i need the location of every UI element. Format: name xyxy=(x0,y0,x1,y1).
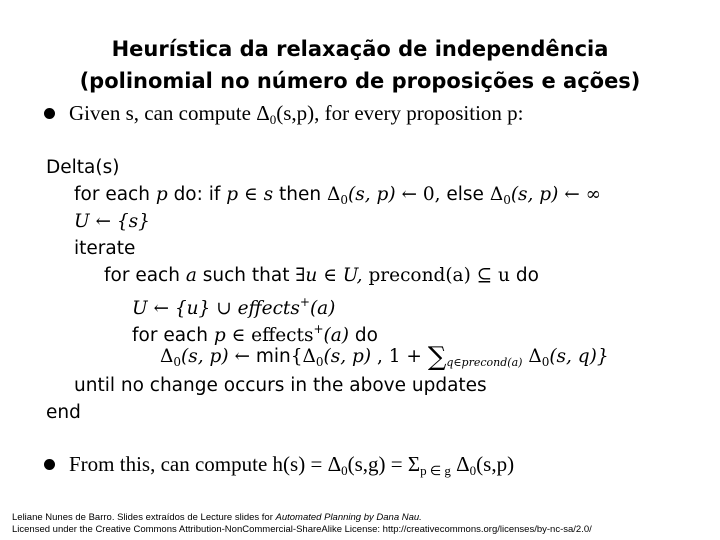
plus-superscript: + xyxy=(299,295,310,309)
algo-until: until no change occurs in the above updates xyxy=(74,375,487,396)
bullet-from-this xyxy=(44,451,514,484)
footer-credit-text: Leliane Nunes de Barro. Slides extraídos de Lecture slides for xyxy=(12,512,276,523)
min-keyword: min xyxy=(255,346,291,367)
delta-symbol: Δ xyxy=(528,346,542,367)
args-sp: (s, p) xyxy=(181,346,229,367)
for-each-keyword: for each xyxy=(104,265,180,286)
precond-subset: precond(a) ⊆ u xyxy=(368,265,510,286)
bullet-given-suffix: (s,p), for every proposition p: xyxy=(276,101,524,125)
min-open-brace: { xyxy=(290,346,303,367)
bullet-given-prefix: Given s, can compute xyxy=(69,101,257,125)
separator-comma: , xyxy=(376,346,383,367)
delta-subscript: 0 xyxy=(503,193,511,207)
for-each-keyword: for each xyxy=(132,325,208,346)
else-keyword: else xyxy=(446,184,484,205)
paren-a: (a) xyxy=(309,298,336,319)
such-that-keyword: such that xyxy=(202,265,290,286)
bullet-from-mid: (s,g) = Σ xyxy=(347,452,421,476)
in-s: ∈ s xyxy=(244,184,274,205)
paren-a: (a) xyxy=(323,325,349,346)
bullet-from-suffix: (s,p) xyxy=(476,452,515,476)
algo-iterate: iterate xyxy=(74,238,136,259)
algo-init-u xyxy=(74,208,150,235)
delta-symbol: Δ xyxy=(456,452,470,476)
then-keyword: then xyxy=(279,184,322,205)
if-keyword: if xyxy=(208,184,221,205)
delta-subscript: 0 xyxy=(469,463,477,478)
delta-symbol: Δ xyxy=(256,101,270,125)
delta-symbol: Δ xyxy=(489,184,504,205)
bullet-dot-icon xyxy=(44,459,55,470)
var-p: p xyxy=(226,184,239,205)
delta-subscript: 0 xyxy=(541,355,550,369)
footer-credit-line1 xyxy=(12,512,422,524)
delta-subscript: 0 xyxy=(315,355,324,369)
sum-symbol: ∑ xyxy=(427,342,447,372)
assign-zero: ← 0, xyxy=(401,184,441,205)
slide-title-line2: (polinomial no número de proposições e ações) xyxy=(79,69,641,93)
one-plus: 1 + xyxy=(388,346,422,367)
footer-credit-italic: Automated Planning by Dana Nau. xyxy=(275,512,422,523)
slide-title-line1: Heurística da relaxação de independência xyxy=(111,37,609,61)
args-sp: (s, p) xyxy=(323,346,372,367)
bullet-from-prefix: From this, can compute h(s) = xyxy=(69,452,328,476)
assign-infinity: ← ∞ xyxy=(564,184,602,205)
exists-u: ∃u ∈ U, xyxy=(295,265,363,286)
delta-subscript: 0 xyxy=(341,463,348,478)
bullet-given xyxy=(44,100,524,133)
sum-subscript: q∈precond(a) xyxy=(446,356,523,369)
var-p: p xyxy=(155,184,168,205)
delta-symbol: Δ xyxy=(327,452,342,476)
delta-symbol: Δ xyxy=(326,184,341,205)
init-u-expr: U ← {s} xyxy=(74,211,150,232)
delta-symbol: Δ xyxy=(160,346,174,367)
var-a: a xyxy=(185,265,197,286)
algo-end: end xyxy=(46,402,81,423)
args-sp: (s, p) xyxy=(348,184,396,205)
delta-subscript: 0 xyxy=(269,112,277,127)
delta-subscript: 0 xyxy=(340,193,348,207)
update-u-expr: U ← {u} ∪ effects xyxy=(132,298,300,319)
args-sq: (s, q)} xyxy=(549,346,609,367)
footer-license-line: Licensed under the Creative Commons Attribution-NonCommercial-ShareAlike License: http://creativecommons.org/licenses/by-nc-sa/2.0/ xyxy=(12,524,592,535)
bullet-dot-icon xyxy=(44,108,55,119)
do-keyword: do: xyxy=(173,184,203,205)
delta-symbol: Δ xyxy=(302,346,316,367)
var-p: p xyxy=(213,325,226,346)
do-keyword: do xyxy=(354,325,378,346)
plus-superscript: + xyxy=(313,322,324,336)
sum-subscript: p ∈ g xyxy=(420,463,451,478)
for-each-keyword: for each xyxy=(74,184,150,205)
assign-arrow: ← xyxy=(234,346,250,367)
in-effects: ∈ effects xyxy=(231,325,314,346)
algo-for-each-p xyxy=(74,181,601,214)
do-keyword: do xyxy=(515,265,539,286)
algo-for-each-a xyxy=(104,262,539,289)
delta-subscript: 0 xyxy=(173,355,182,369)
algo-header: Delta(s) xyxy=(46,157,120,178)
args-sp: (s, p) xyxy=(510,184,559,205)
